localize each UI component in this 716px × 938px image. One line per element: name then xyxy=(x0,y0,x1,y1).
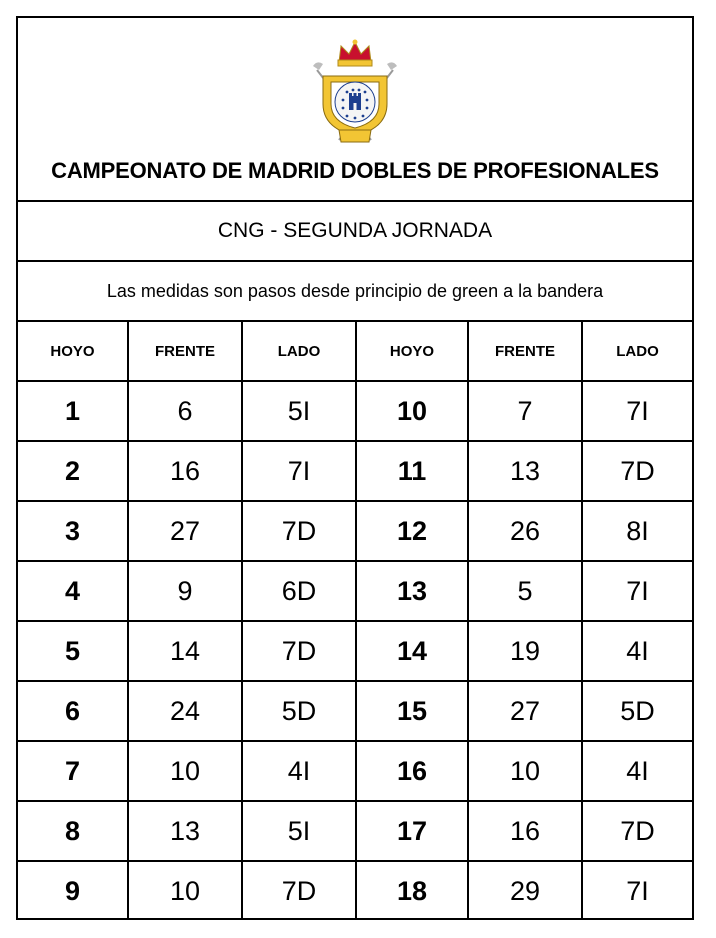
front-value: 29 xyxy=(468,861,582,920)
pin-positions-table xyxy=(18,322,692,920)
hole-number: 12 xyxy=(356,501,468,561)
measurement-note: Las medidas son pasos desde principio de green a la bandera xyxy=(18,262,692,322)
hole-number: 18 xyxy=(356,861,468,920)
side-value: 7I xyxy=(582,381,692,441)
table-row xyxy=(18,381,692,441)
front-value: 27 xyxy=(128,501,242,561)
hole-number: 17 xyxy=(356,801,468,861)
side-value: 4I xyxy=(582,741,692,801)
side-value: 7I xyxy=(242,441,356,501)
front-value: 6 xyxy=(128,381,242,441)
side-value: 7D xyxy=(242,621,356,681)
hole-number: 15 xyxy=(356,681,468,741)
header-hole: HOYO xyxy=(18,322,128,381)
table-row xyxy=(18,681,692,741)
hole-number: 4 xyxy=(18,561,128,621)
front-value: 7 xyxy=(468,381,582,441)
side-value: 7D xyxy=(582,801,692,861)
header-front: FRENTE xyxy=(128,322,242,381)
front-value: 27 xyxy=(468,681,582,741)
front-value: 13 xyxy=(128,801,242,861)
front-value: 16 xyxy=(128,441,242,501)
side-value: 5I xyxy=(242,801,356,861)
table-row xyxy=(18,861,692,920)
side-value: 6D xyxy=(242,561,356,621)
table-row xyxy=(18,561,692,621)
front-value: 10 xyxy=(128,741,242,801)
hole-number: 3 xyxy=(18,501,128,561)
header xyxy=(18,18,692,202)
header-side: LADO xyxy=(242,322,356,381)
table-header-row xyxy=(18,322,692,381)
hole-number: 8 xyxy=(18,801,128,861)
hole-number: 7 xyxy=(18,741,128,801)
side-value: 4I xyxy=(582,621,692,681)
hole-number: 6 xyxy=(18,681,128,741)
front-value: 9 xyxy=(128,561,242,621)
side-value: 5D xyxy=(242,681,356,741)
table-row xyxy=(18,501,692,561)
front-value: 16 xyxy=(468,801,582,861)
hole-number: 16 xyxy=(356,741,468,801)
table-row xyxy=(18,441,692,501)
front-value: 26 xyxy=(468,501,582,561)
table-row xyxy=(18,741,692,801)
front-value: 10 xyxy=(128,861,242,920)
side-value: 7D xyxy=(242,861,356,920)
hole-number: 14 xyxy=(356,621,468,681)
hole-number: 1 xyxy=(18,381,128,441)
side-value: 5D xyxy=(582,681,692,741)
side-value: 5I xyxy=(242,381,356,441)
front-value: 24 xyxy=(128,681,242,741)
side-value: 7D xyxy=(242,501,356,561)
pin-sheet xyxy=(16,16,694,920)
front-value: 10 xyxy=(468,741,582,801)
round-subtitle: CNG - SEGUNDA JORNADA xyxy=(18,202,692,262)
hole-number: 11 xyxy=(356,441,468,501)
table-row xyxy=(18,801,692,861)
side-value: 4I xyxy=(242,741,356,801)
side-value: 7I xyxy=(582,561,692,621)
header-side: LADO xyxy=(582,322,692,381)
page-title: CAMPEONATO DE MADRID DOBLES DE PROFESIONALES xyxy=(51,158,659,183)
front-value: 5 xyxy=(468,561,582,621)
hole-number: 5 xyxy=(18,621,128,681)
hole-number: 13 xyxy=(356,561,468,621)
header-hole: HOYO xyxy=(356,322,468,381)
front-value: 14 xyxy=(128,621,242,681)
hole-number: 9 xyxy=(18,861,128,920)
side-value: 8I xyxy=(582,501,692,561)
header-front: FRENTE xyxy=(468,322,582,381)
hole-number: 10 xyxy=(356,381,468,441)
front-value: 13 xyxy=(468,441,582,501)
federation-logo xyxy=(309,32,401,148)
side-value: 7I xyxy=(582,861,692,920)
side-value: 7D xyxy=(582,441,692,501)
front-value: 19 xyxy=(468,621,582,681)
table-row xyxy=(18,621,692,681)
hole-number: 2 xyxy=(18,441,128,501)
